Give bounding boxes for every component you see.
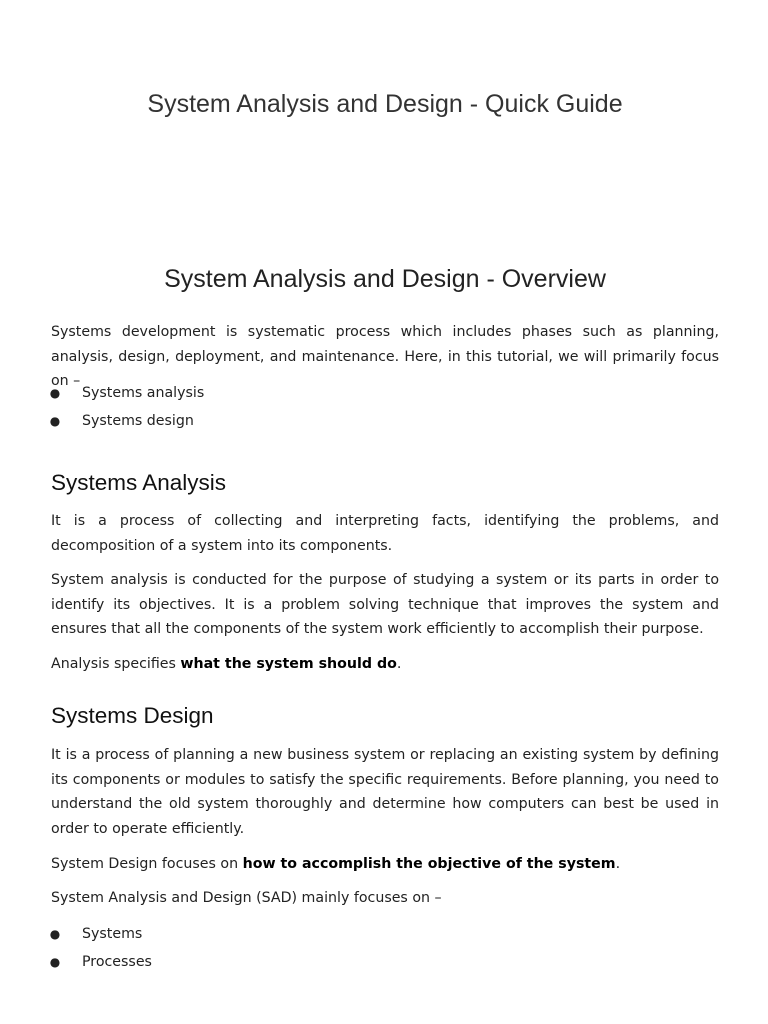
bullet-icon: ● <box>49 414 61 428</box>
list-item-label: Systems analysis <box>82 385 205 401</box>
systems-design-paragraph-2 <box>51 852 719 877</box>
emphasis-text: what the system should do <box>180 656 397 672</box>
list-item <box>51 948 719 976</box>
systems-analysis-paragraph-3 <box>51 652 719 677</box>
text-segment: . <box>396 656 402 672</box>
emphasis-text: how to accomplish the objective of the system <box>242 856 616 872</box>
list-item-label: Systems <box>82 926 143 942</box>
list-item <box>51 920 719 948</box>
list-item <box>51 407 719 435</box>
list-item-label: Processes <box>82 954 152 970</box>
text-segment: System Design focuses on <box>51 856 243 872</box>
sad-focus-list <box>51 920 719 976</box>
text-segment: Analysis specifies <box>51 656 181 672</box>
bullet-icon: ● <box>49 927 61 941</box>
overview-intro-paragraph: Systems development is systematic process which includes phases such as planning, analysis, design, deployment, and maintenance. Here, in this tutorial, we will primarily focus on – <box>51 324 719 389</box>
list-item-label: Systems design <box>82 413 194 429</box>
text-segment: . <box>615 856 621 872</box>
overview-title: System Analysis and Design - Overview <box>164 265 606 293</box>
systems-design-heading: Systems Design <box>51 703 214 728</box>
systems-design-paragraph-1: It is a process of planning a new business system or replacing an existing system by defining its components or modules to satisfy the specific requirements. Before planning, you need to understand the old system thoroughly and determine how computers can best be used in order to operate efficiently. <box>51 747 719 837</box>
document-title: System Analysis and Design - Quick Guide <box>147 90 623 118</box>
bullet-icon: ● <box>49 955 61 969</box>
systems-design-paragraph-3: System Analysis and Design (SAD) mainly focuses on – <box>51 890 442 906</box>
bullet-icon: ● <box>49 386 61 400</box>
list-item <box>51 379 719 407</box>
overview-focus-list <box>51 379 719 435</box>
systems-analysis-paragraph-2: System analysis is conducted for the purpose of studying a system or its parts in order to identify its objectives. It is a problem solving technique that improves the system and ensures that all the components of the system work efficiently to accomplish their purpose. <box>51 572 719 637</box>
systems-analysis-paragraph-1: It is a process of collecting and interpreting facts, identifying the problems, and decomposition of a system into its components. <box>51 513 719 554</box>
systems-analysis-heading: Systems Analysis <box>51 470 227 495</box>
